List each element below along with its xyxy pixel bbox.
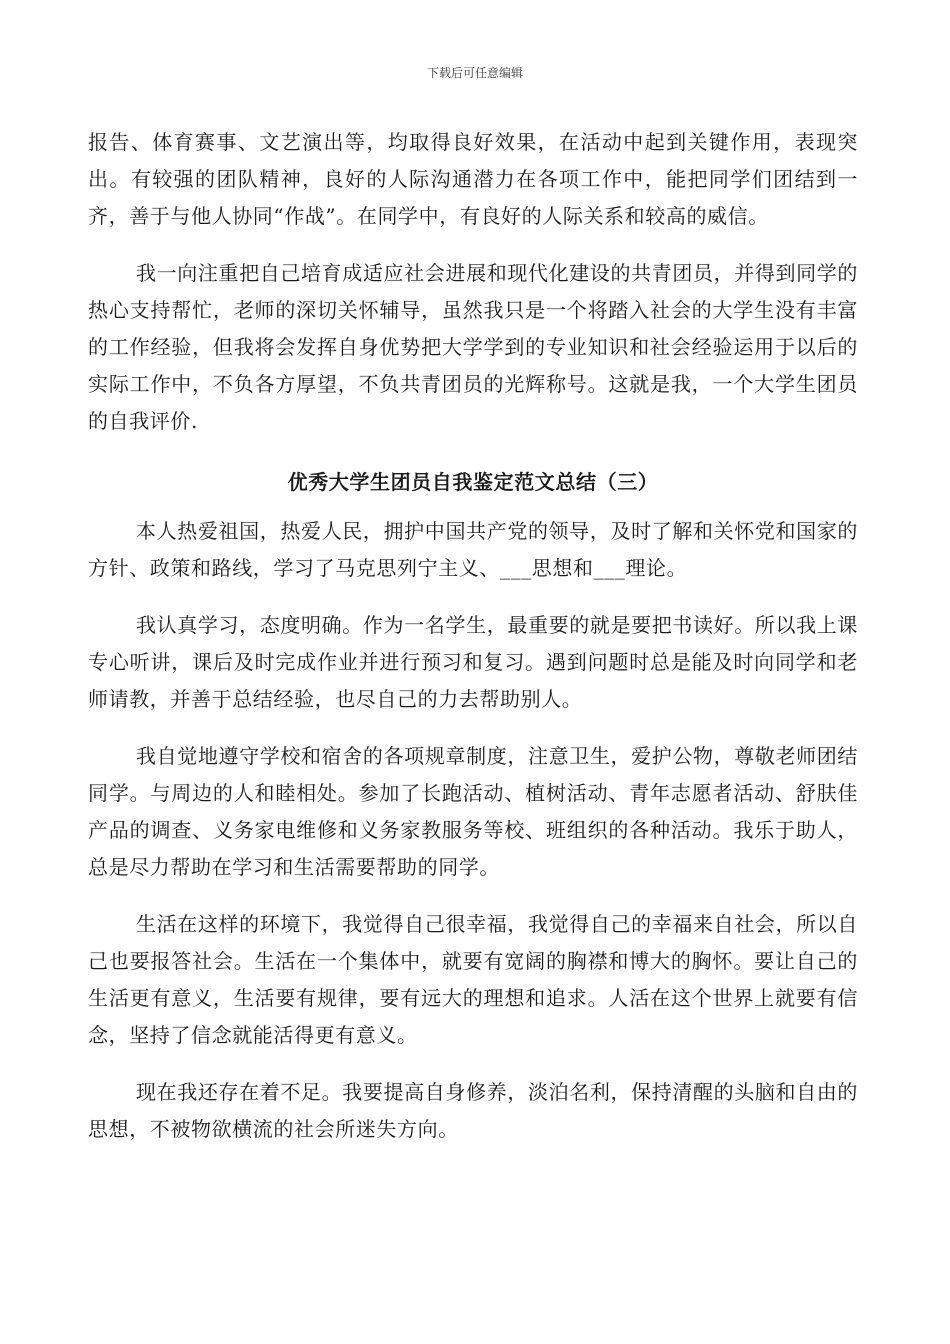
section-title: 优秀大学生团员自我鉴定范文总结（三）: [287, 470, 659, 494]
paragraph-continuation: 报告、体育赛事、文艺演出等，均取得良好效果，在活动中起到关键作用，表现突出。有较强的团队精神，良好的人际沟通潜力在各项工作中，能把同学们团结到一齐，善于与他人协同“作战”。在同学中，有良好的人际关系和较高的威信。: [88, 130, 858, 228]
document-body: [88, 124, 858, 1148]
paragraph-shortcomings: 现在我还存在着不足。我要提高自身修养，淡泊名利，保持清醒的头脑和自由的思想，不被物欲横流的社会所迷失方向。: [88, 1080, 858, 1141]
paragraph-discipline: 我自觉地遵守学校和宿舍的各项规章制度，注意卫生，爱护公物，尊敬老师团结同学。与周边的人和睦相处。参加了长跑活动、植树活动、青年志愿者活动、舒肤佳产品的调查、义务家电维修和义务家教服务等校、班组织的各种活动。我乐于助人，总是尽力帮助在学习和生活需要帮助的同学。: [88, 744, 858, 879]
paragraph-life: 生活在这样的环境下，我觉得自己很幸福，我觉得自己的幸福来自社会，所以自己也要报答社会。生活在一个集体中，就要有宽阔的胸襟和博大的胸怀。要让自己的生活更有意义，生活要有规律，要有远大的理想和追求。人活在这个世界上就要有信念，坚持了信念就能活得更有意义。: [88, 912, 858, 1047]
paragraph-patriotism: 本人热爱祖国，热爱人民，拥护中国共产党的领导，及时了解和关怀党和国家的方针、政策和路线，学习了马克思列宁主义、___思想和___理论。: [88, 519, 858, 580]
page-header-note: 下载后可任意编辑: [426, 66, 523, 80]
paragraph-study: 我认真学习，态度明确。作为一名学生，最重要的就是要把书读好。所以我上课专心听讲，课后及时完成作业并进行预习和复习。遇到问题时总是能及时向同学和老师请教，并善于总结经验，也尽自己的力去帮助别人。: [88, 613, 858, 711]
paragraph-self-evaluation: 我一向注重把自己培育成适应社会进展和现代化建设的共青团员，并得到同学的热心支持帮忙，老师的深切关怀辅导，虽然我只是一个将踏入社会的大学生没有丰富的工作经验，但我将会发挥自身优势把大学学到的专业知识和社会经验运用于以后的实际工作中，不负各方厚望，不负共青团员的光辉称号。这就是我，一个大学生团员的自我评价.: [88, 261, 858, 433]
